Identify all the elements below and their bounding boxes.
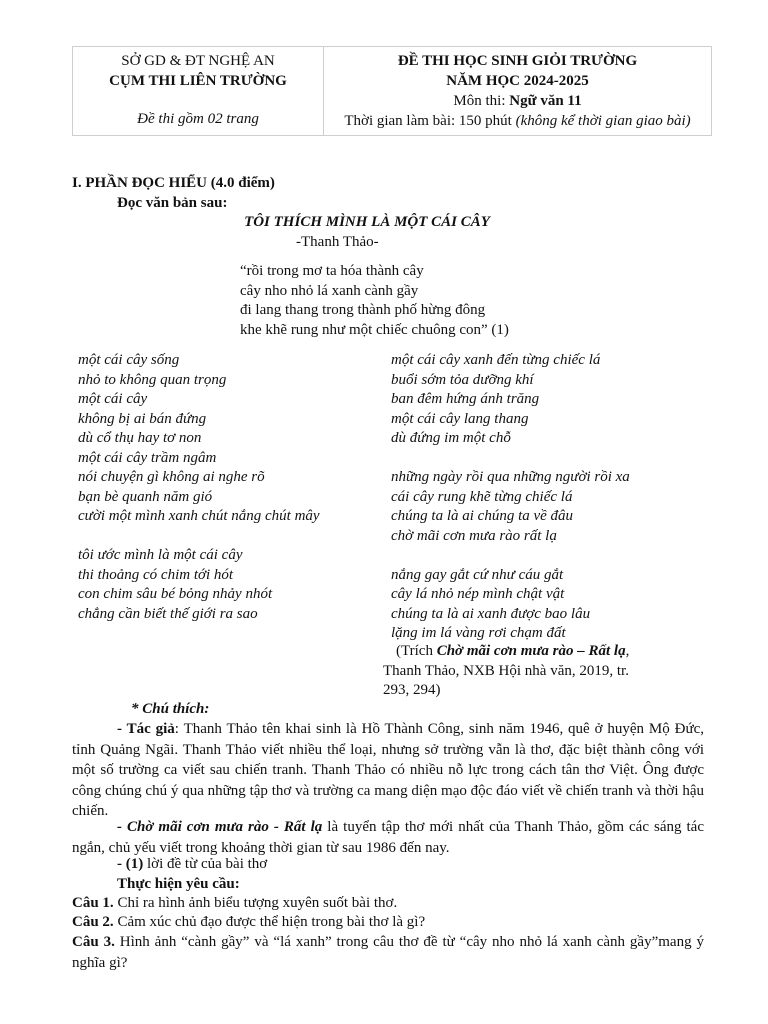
poem-line: không bị ai bán đứng bbox=[78, 410, 207, 427]
exam-title: ĐỀ THI HỌC SINH GIỎI TRƯỜNG bbox=[397, 53, 638, 69]
epigraph-line: “rồi trong mơ ta hóa thành cây bbox=[240, 263, 424, 279]
question-3-label: Câu 3. bbox=[72, 934, 115, 950]
poem-line: lặng im lá vàng rơi chạm đất bbox=[391, 625, 566, 641]
poem-title: TÔI THÍCH MÌNH LÀ MỘT CÁI CÂY bbox=[244, 214, 490, 230]
page-count-note: Đề thi gồm 02 trang bbox=[137, 111, 259, 127]
epigraph-line: khe khẽ rung như một chiếc chuông con” (1) bbox=[240, 321, 509, 338]
time-note: (không kể thời gian giao bài) bbox=[515, 113, 691, 129]
poem-column-left bbox=[78, 351, 320, 624]
poem-line: một cái cây xanh đến từng chiếc lá bbox=[391, 352, 601, 368]
school-year: NĂM HỌC 2024-2025 bbox=[446, 73, 589, 89]
notes-heading: * Chú thích: bbox=[131, 701, 210, 717]
stanza-gap bbox=[78, 527, 320, 547]
note-book-label: - Chờ mãi cơn mưa rào - Rất lạ bbox=[117, 819, 323, 835]
question-1 bbox=[72, 894, 397, 914]
question-2-label: Câu 2. bbox=[72, 914, 114, 930]
poem-line: những ngày rồi qua những người rồi xa bbox=[391, 469, 630, 485]
reading-instruction: Đọc văn bản sau: bbox=[117, 195, 228, 211]
stanza-gap bbox=[391, 449, 630, 469]
time-label: Thời gian làm bài: 150 phút bbox=[344, 113, 516, 129]
poem-author: -Thanh Thảo- bbox=[296, 234, 379, 250]
header-right-cell bbox=[324, 47, 712, 136]
note-book-text: là tuyển tập thơ mới nhất của Thanh Thảo, gồm các sáng tác ngắn, chủ yếu viết trong khoảng thời gian từ sau 1986 đến nay. bbox=[72, 819, 705, 856]
poem-line: chẳng cần biết thế giới ra sao bbox=[78, 605, 258, 622]
epigraph-line: cây nho nhỏ lá xanh cành gầy bbox=[240, 282, 419, 299]
citation-prefix: (Trích bbox=[396, 643, 437, 659]
note-reference bbox=[117, 855, 267, 875]
poem-line: ban đêm hứng ánh trăng bbox=[391, 391, 540, 407]
question-1-text: Chỉ ra hình ảnh biểu tượng xuyên suốt bài thơ. bbox=[113, 895, 398, 911]
question-1-label: Câu 1. bbox=[72, 895, 114, 911]
poem-line: cười một mình xanh chút nắng chút mây bbox=[78, 508, 320, 524]
poem-line: chờ mãi cơn mưa rào rất lạ bbox=[391, 527, 557, 544]
poem-line: dù đứng im một chỗ bbox=[391, 430, 511, 446]
department-name: SỞ GD & ĐT NGHỆ AN bbox=[121, 53, 275, 69]
poem-line: con chim sâu bé bỏng nhảy nhót bbox=[78, 586, 273, 602]
note-ref-text: lời đề từ của bài thơ bbox=[143, 856, 268, 872]
poem-line: buổi sớm tỏa dưỡng khí bbox=[391, 371, 534, 388]
poem-line: một cái cây sống bbox=[78, 352, 180, 368]
question-3-text: Hình ảnh “cành gầy” và “lá xanh” trong câu thơ đề từ “cây nho nhỏ lá xanh cành gầy”mang ý nghĩa gì? bbox=[72, 934, 704, 971]
tasks-heading: Thực hiện yêu cầu: bbox=[117, 876, 240, 892]
citation-line-2: Thanh Thảo, NXB Hội nhà văn, 2019, tr. bbox=[383, 662, 629, 679]
note-ref-label: - (1) bbox=[117, 856, 144, 872]
poem-line: tôi ước mình là một cái cây bbox=[78, 547, 243, 563]
citation-line-1 bbox=[383, 642, 629, 662]
citation-comma: , bbox=[625, 643, 630, 659]
poem-line: chúng ta là ai xanh được bao lâu bbox=[391, 605, 591, 622]
note-author bbox=[72, 719, 704, 822]
poem-line: thi thoảng có chim tới hót bbox=[78, 566, 234, 583]
poem-line: nói chuyện gì không ai nghe rõ bbox=[78, 469, 265, 485]
question-2 bbox=[72, 913, 425, 933]
poem-line: dù cổ thụ hay tơ non bbox=[78, 430, 202, 446]
note-author-text: : Thanh Thảo tên khai sinh là Hồ Thành Công, sinh năm 1946, quê ở huyện Mộ Đức, tỉnh Quảng Ngãi. Thanh Thảo viết nhiều thể loại, nhưng sở trường vẫn là thơ, đặc biệt thành công với một số trường ca viết sau chiến tranh. Thanh Thảo có nhiều nỗ lực trong cách tân thơ Việt. Ông được công chúng chú ý qua những tập thơ và trường ca mang diện mạo độc đáo viết về chiến tranh và thời hậu chiến. bbox=[72, 721, 704, 819]
header-left-cell bbox=[73, 47, 324, 136]
question-2-text: Cảm xúc chủ đạo được thể hiện trong bài thơ là gì? bbox=[113, 914, 426, 930]
poem-line: nắng gay gắt cứ như cáu gắt bbox=[391, 566, 564, 583]
citation-line-3: 293, 294) bbox=[383, 682, 441, 698]
poem-line: cây lá nhỏ nép mình chật vật bbox=[391, 586, 565, 602]
section-title: I. PHẦN ĐỌC HIỂU (4.0 điểm) bbox=[72, 175, 275, 191]
poem-line: chúng ta là ai chúng ta về đâu bbox=[391, 508, 574, 524]
subject-line bbox=[326, 91, 709, 111]
poem-line: nhỏ to không quan trọng bbox=[78, 371, 227, 388]
time-line bbox=[326, 111, 709, 131]
poem-line: một cái cây trầm ngâm bbox=[78, 449, 217, 466]
stanza-gap bbox=[391, 546, 630, 566]
poem-column-right bbox=[391, 351, 630, 644]
note-author-label: - Tác giả bbox=[117, 721, 175, 737]
epigraph bbox=[240, 262, 509, 340]
exam-header-table bbox=[72, 46, 712, 136]
subject-value: Ngữ văn 11 bbox=[509, 93, 582, 109]
subject-label: Môn thi: bbox=[453, 93, 510, 109]
epigraph-line: đi lang thang trong thành phố hừng đông bbox=[240, 302, 486, 318]
citation-book: Chờ mãi cơn mưa rào – Rất lạ bbox=[436, 643, 626, 659]
note-book bbox=[72, 817, 704, 858]
poem-line: một cái cây lang thang bbox=[391, 410, 529, 427]
citation bbox=[383, 642, 629, 701]
poem-line: bạn bè quanh năm gió bbox=[78, 488, 213, 505]
poem-line: cái cây rung khẽ từng chiếc lá bbox=[391, 488, 573, 505]
question-3 bbox=[72, 932, 704, 973]
poem-line: một cái cây bbox=[78, 391, 148, 407]
cluster-name: CỤM THI LIÊN TRƯỜNG bbox=[109, 73, 287, 89]
